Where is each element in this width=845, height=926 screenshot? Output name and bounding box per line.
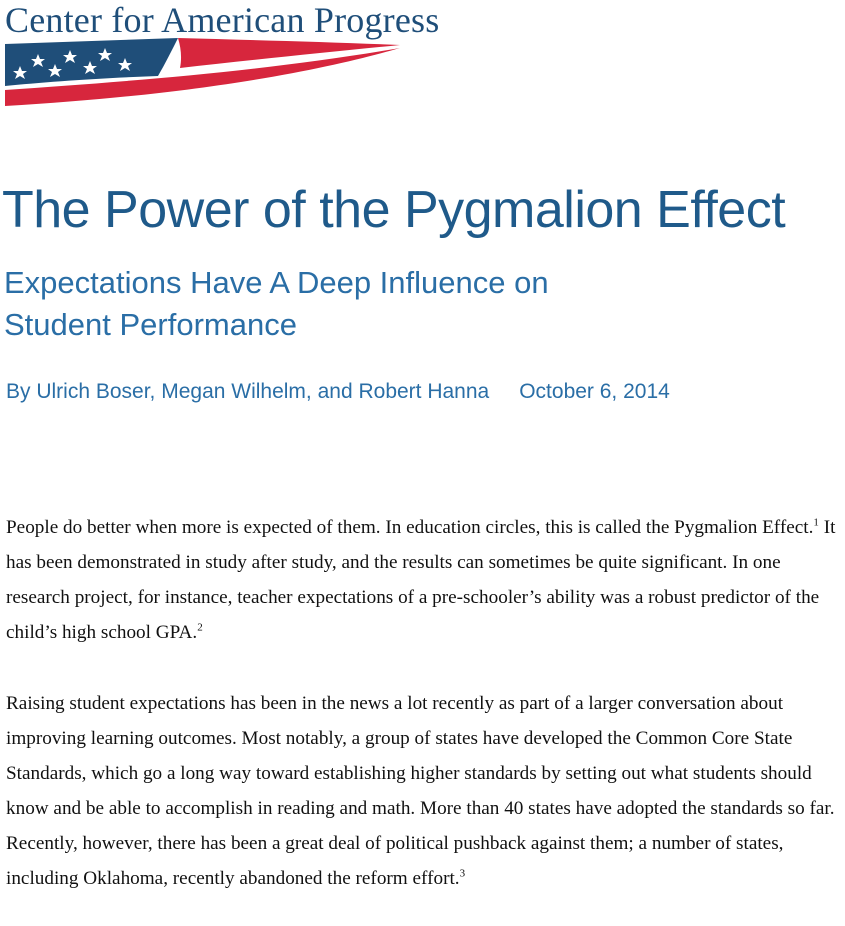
footnote-ref-1[interactable]: 1	[813, 516, 819, 529]
paragraph-text: It has been demonstrated in study after study, and the results can sometimes be quite significant. In one research project, for instance, teacher expectations of a pre-schooler’s ability was a robust predictor of the child’s high school GPA.	[6, 517, 836, 643]
flag-banner-icon	[0, 38, 470, 112]
body-paragraph-1	[6, 510, 842, 650]
byline	[6, 378, 670, 406]
cap-logo[interactable]	[0, 0, 480, 112]
body-paragraph-2	[6, 686, 842, 896]
publish-date: October 6, 2014	[519, 380, 670, 403]
page-title: The Power of the Pygmalion Effect	[2, 181, 786, 239]
paragraph-text: Raising student expectations has been in the news a lot recently as part of a larger conversation about improving learning outcomes. Most notably, a group of states have developed the Common Core State Standards, which go a long way toward establishing higher standards by setting out what students should know and be able to accomplish in reading and math. More than 40 states have adopted the standards so far. Recently, however, there has been a great deal of political pushback against them; a number of states, including Oklahoma, recently abandoned the reform effort.	[6, 693, 835, 889]
footnote-ref-2[interactable]: 2	[197, 621, 203, 634]
page-subtitle: Expectations Have A Deep Influence on Student Performance	[4, 265, 549, 342]
paragraph-text: People do better when more is expected of them. In education circles, this is called the Pygmalion Effect.	[6, 517, 814, 538]
footnote-ref-3[interactable]: 3	[459, 867, 466, 880]
logo-wordmark: Center for American Progress	[5, 0, 440, 40]
author-list: By Ulrich Boser, Megan Wilhelm, and Robert Hanna	[6, 380, 490, 403]
